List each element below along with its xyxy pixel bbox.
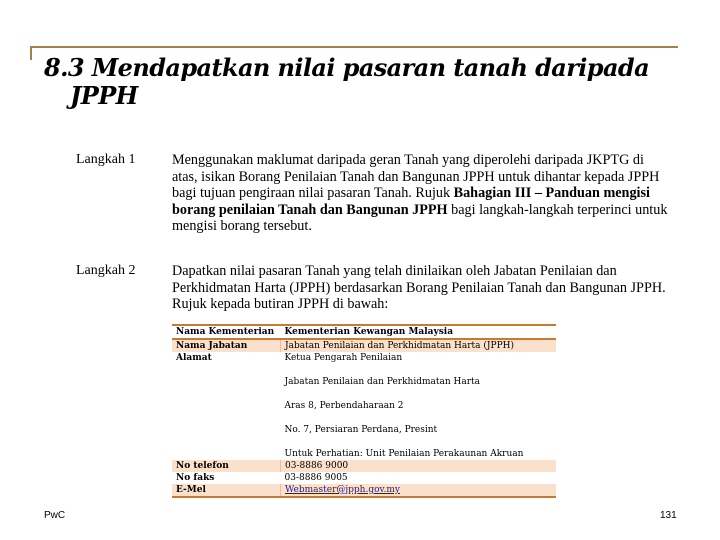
step-1-text-b: bagi langkah-langkah terperinci untuk mengisi borang tersebut.: [172, 201, 668, 234]
address-line: Untuk Perhatian: Unit Penilaian Perakaunan Akruan: [284, 449, 524, 459]
step-1-text-bold: Bahagian III – Panduan mengisi borang penilaian Tanah dan Bangunan JPPH: [172, 185, 650, 218]
row-key: Nama Jabatan: [172, 339, 281, 352]
step-2-text: Dapatkan nilai pasaran Tanah yang telah dinilaikan oleh Jabatan Penilaian dan Perkhidmatan Harta (JPPH) berdasarkan Borang Penilaian Tanah dan Bangunan JPPH. Rujuk kepada butiran JPPH di bawah:: [172, 263, 666, 312]
title-rule: [30, 46, 678, 48]
address-value: [281, 352, 557, 460]
page-number: 131: [660, 510, 677, 521]
slide-title: [44, 54, 649, 110]
footer-brand: PwC: [44, 510, 66, 521]
row-value: Jabatan Penilaian dan Perkhidmatan Harta (JPPH): [281, 339, 557, 352]
row-value: 03-8886 9000: [281, 460, 557, 472]
table-row: [172, 460, 556, 472]
title-rule-corner: [30, 46, 32, 60]
jpph-details-table: [172, 324, 556, 498]
row-value: 03-8886 9005: [284, 473, 348, 483]
row-key: Nama Kementerian: [176, 327, 275, 337]
table-row: [172, 339, 556, 352]
row-key: No faks: [176, 473, 215, 483]
table-row: [172, 352, 556, 460]
step-2-label: Langkah 2: [76, 263, 136, 278]
address-line: Jabatan Penilaian dan Perkhidmatan Harta: [284, 377, 481, 387]
address-line: No. 7, Persiaran Perdana, Presint: [284, 425, 438, 435]
title-line-2: JPPH: [70, 81, 138, 110]
title-line-1: 8.3 Mendapatkan nilai pasaran tanah daripada: [44, 53, 650, 82]
email-link[interactable]: Webmaster@jpph.gov.my: [285, 485, 401, 495]
row-value: Kementerian Kewangan Malaysia: [284, 327, 454, 337]
address-line: Aras 8, Perbendaharaan 2: [284, 401, 404, 411]
table-row: [172, 325, 556, 339]
address-line: Ketua Pengarah Penilaian: [284, 353, 403, 363]
email-cell: [281, 484, 557, 497]
step-1-text: [172, 152, 672, 235]
step-1-text-a: Menggunakan maklumat daripada geran Tanah yang diperolehi daripada JKPTG di atas, isikan Borang Penilaian Tanah dan Bangunan JPPH untuk dihantar kepada JPPH bagi tujuan pengiraan nilai pasaran Tanah. Rujuk: [172, 152, 660, 201]
step-1-label: Langkah 1: [76, 152, 136, 167]
row-key: No telefon: [172, 460, 281, 472]
row-key: Alamat: [176, 353, 212, 363]
table-row: [172, 472, 556, 484]
table-row: [172, 484, 556, 497]
row-key: E-Mel: [172, 484, 281, 497]
